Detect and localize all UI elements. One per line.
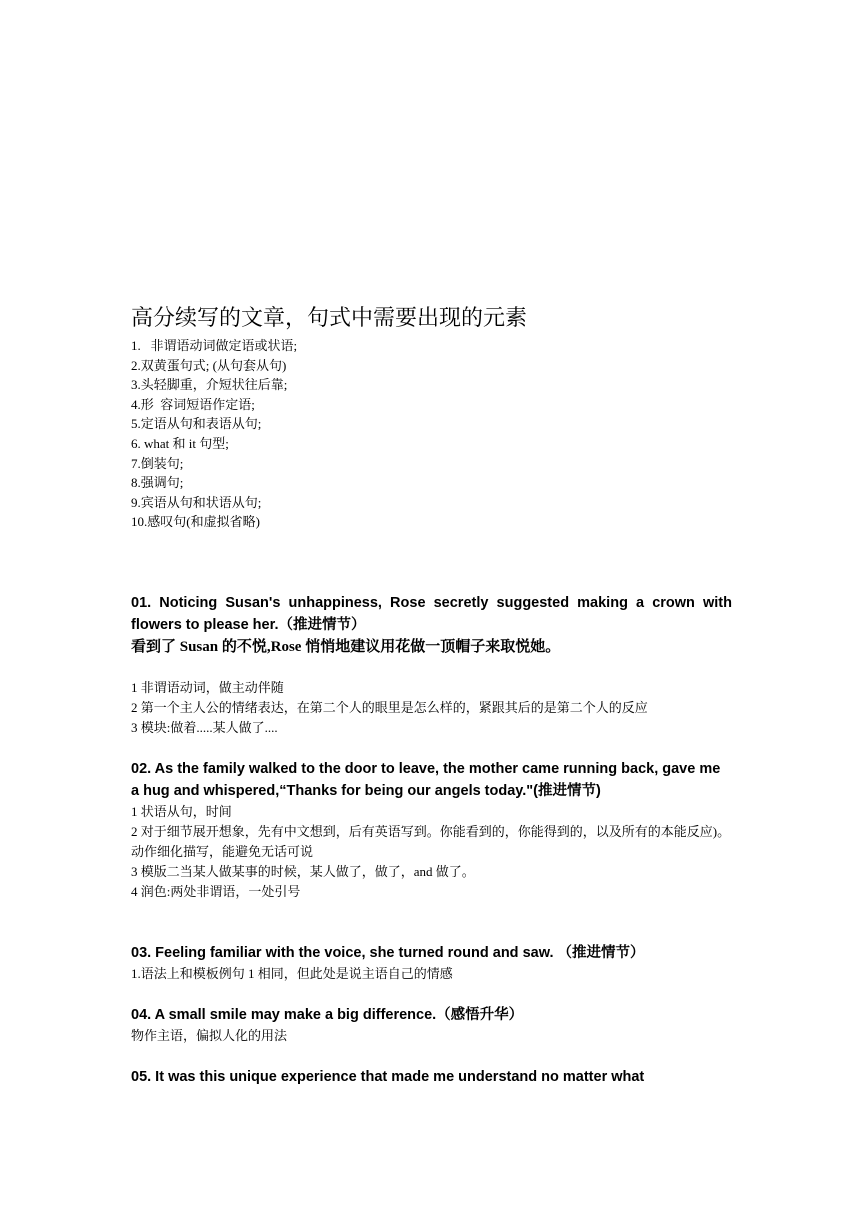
element-item: 9.宾语从句和状语从句; (131, 494, 262, 510)
document-page (131, 303, 732, 1088)
element-item: 5.定语从句和表语从句; (131, 416, 262, 432)
sentence-05-block (131, 1066, 732, 1088)
element-item: 4.形 容词短语作定语; (131, 396, 255, 412)
sentence-02: 02. As the family walked to the door to leave, the mother came running back, gave me a hug and whispered,“Thanks for being our angels today."(推进情节) (131, 760, 721, 799)
sentence-01-block (131, 592, 732, 738)
sentence-03-block (131, 942, 732, 984)
element-item: 1. 非谓语动词做定语或状语; (131, 338, 298, 353)
sentence-01-note: 2 第一个主人公的情绪表达，在第二个人的眼里是怎么样的，紧跟其后的是第二个人的反应 (131, 699, 648, 715)
sentence-02-note: 动作细化描写，能避免无话可说 (131, 843, 314, 859)
sentence-01: 01. Noticing Susan's unhappiness, Rose secretly suggested making a crown with flowers to please her.（推进情节） (131, 594, 732, 633)
sentence-04-note: 物作主语，偏拟人化的用法 (131, 1027, 288, 1043)
element-item: 10.感叹句(和虚拟省略) (131, 514, 260, 530)
sentence-03-note: 1.语法上和模板例句 1 相同，但此处是说主语自己的情感 (131, 965, 453, 981)
sentence-01-note: 1 非谓语动词，做主动伴随 (131, 679, 284, 695)
element-item: 2.双黄蛋句式; (从句套从句) (131, 357, 287, 373)
sentence-02-note: 1 状语从句，时间 (131, 803, 232, 819)
document-title: 高分续写的文章，句式中需要出现的元素 (131, 305, 528, 330)
element-item: 8.强调句; (131, 475, 184, 491)
sentence-01-translation: 看到了 Susan 的不悦,Rose 悄悄地建议用花做一顶帽子来取悦她。 (131, 638, 561, 655)
sentence-04: 04. A small smile may make a big difference.（感悟升华） (131, 1006, 524, 1023)
element-item: 6. what 和 it 句型; (131, 435, 229, 451)
sentence-02-block (131, 758, 732, 902)
sentence-02-note: 3 模版二当某人做某事的时候，某人做了，做了，and 做了。 (131, 863, 475, 879)
sentence-01-note: 3 模块:做着.....某人做了.... (131, 719, 278, 735)
element-item: 7.倒装句; (131, 455, 184, 471)
element-item: 3.头轻脚重，介短状往后靠; (131, 377, 288, 393)
sentence-02-note: 4 润色:两处非谓语，一处引号 (131, 883, 301, 899)
elements-list (131, 336, 732, 532)
sentence-03: 03. Feeling familiar with the voice, she turned round and saw. （推进情节） (131, 944, 645, 961)
sentence-05: 05. It was this unique experience that made me understand no matter what (131, 1068, 645, 1085)
sentence-02-note: 2 对于细节展开想象，先有中文想到，后有英语写到。你能看到的，你能得到的，以及所有的本能反应)。 (131, 823, 731, 839)
sentence-04-block (131, 1004, 732, 1046)
